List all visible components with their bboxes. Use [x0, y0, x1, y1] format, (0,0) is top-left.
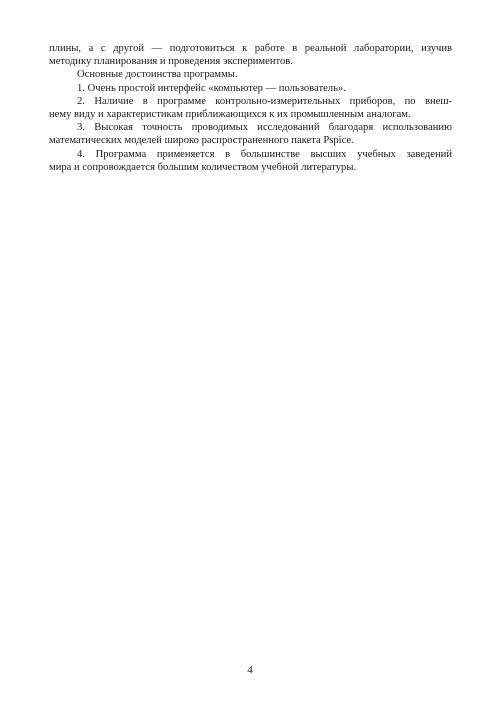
text-line: плины, а с другой — подготовиться к работе в реальной лаборатории, изучив	[49, 43, 452, 54]
page-number: 4	[247, 664, 253, 676]
text-line: Основные достоинства программы.	[77, 69, 238, 81]
text-line: математических моделей широко распространенного пакета Pspice.	[49, 135, 354, 147]
text-line: нему виду и характеристикам приближающихся к их промышленным аналогам.	[49, 109, 411, 121]
document-body	[49, 42, 452, 174]
text-line: 4. Программа применяется в большинстве высших учебных заведений	[77, 148, 452, 160]
text-line: методику планирования и проведения экспериментов.	[49, 56, 293, 68]
text-line: 1. Очень простой интерфейс «компьютер — пользователь».	[77, 82, 346, 94]
paragraph-advantages-heading	[49, 68, 452, 81]
paragraph-item-1	[49, 82, 452, 95]
text-line: 2. Наличие в программе контрольно-измерительных приборов, по внеш-	[77, 95, 452, 107]
paragraph-item-4	[49, 148, 452, 174]
paragraph-item-2	[49, 95, 452, 121]
paragraph-item-3	[49, 121, 452, 147]
text-line: мира и сопровождается большим количеством учебной литературы.	[49, 161, 357, 173]
paragraph-continuation	[49, 42, 452, 68]
text-line: 3. Высокая точность проводимых исследований благодаря использованию	[77, 122, 452, 134]
